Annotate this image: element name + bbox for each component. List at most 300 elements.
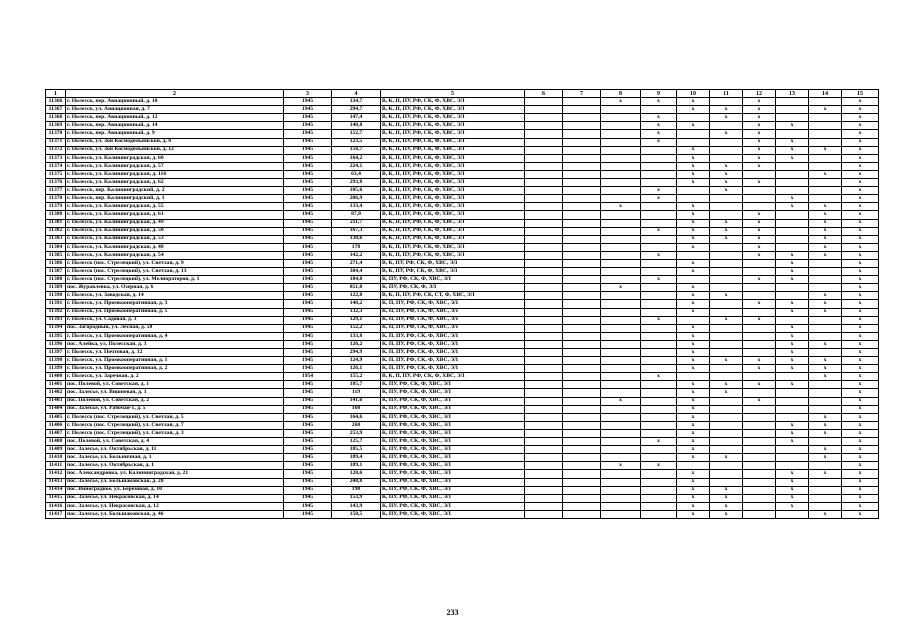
table-cell: пос. Залесье, ул. Большаковская, д. 46 [66, 510, 284, 518]
table-cell: х [776, 259, 809, 267]
column-header: 4 [332, 90, 381, 98]
table-cell: 164,2 [332, 154, 381, 162]
table-cell: К, ПУ, РФ, СК, Ф, ХВС, ЭЛ [381, 438, 525, 446]
table-cell: х [641, 130, 677, 138]
table-cell [525, 405, 563, 413]
table-cell: 142,2 [332, 251, 381, 259]
table-cell: В, К, П, ПУ, РФ, СК, Ф, ХВС, ЭЛ [381, 203, 525, 211]
table-row [46, 405, 879, 413]
table-cell: х [677, 510, 710, 518]
table-cell [525, 462, 563, 470]
table-cell: пос. Алейка, ул. Полесская, д. 3 [66, 340, 284, 348]
table-cell [525, 162, 563, 170]
table-cell [743, 478, 776, 486]
table-cell: В, К, П, ПУ, РФ, СК, Ф, ХВС, ЭЛ [381, 154, 525, 162]
table-cell [601, 389, 641, 397]
table-cell [563, 203, 601, 211]
table-cell [525, 510, 563, 518]
column-header: 8 [601, 90, 641, 98]
table-cell: 11397 [46, 349, 66, 357]
table-cell [563, 373, 601, 381]
table-cell: х [842, 438, 879, 446]
table-cell: х [776, 470, 809, 478]
table-cell [601, 510, 641, 518]
table-cell: пос. Полевой, ул. Советская, д. 1 [66, 381, 284, 389]
table-cell [641, 219, 677, 227]
table-cell [743, 446, 776, 454]
table-cell: х [842, 227, 879, 235]
table-cell: 1945 [284, 510, 332, 518]
table-cell: х [842, 332, 879, 340]
table-cell [563, 98, 601, 106]
table-cell: х [809, 357, 842, 365]
table-cell: х [710, 357, 743, 365]
table-cell [601, 470, 641, 478]
table-cell: 153,9 [332, 494, 381, 502]
table-cell [601, 373, 641, 381]
table-cell [677, 276, 710, 284]
table-cell: 1945 [284, 438, 332, 446]
table-cell [601, 478, 641, 486]
table-cell: г. Полесск, ул. Калининградская, д. 116 [66, 170, 284, 178]
table-cell [743, 259, 776, 267]
table-cell: К, П, ПУ, РФ, СК, Ф, ХВС, ЭЛ [381, 332, 525, 340]
table-cell: х [677, 170, 710, 178]
table-cell: х [743, 154, 776, 162]
table-cell [641, 292, 677, 300]
table-cell: пос. Залесье, ул. Октябрьская, д. 11 [66, 446, 284, 454]
table-cell [563, 357, 601, 365]
table-cell: х [743, 243, 776, 251]
table-cell: г. Полесск, ул. Промкооперативная, д. 2 [66, 365, 284, 373]
table-cell: 294,7 [332, 106, 381, 114]
table-cell: х [776, 146, 809, 154]
table-cell [563, 195, 601, 203]
table-cell: 185,5 [332, 446, 381, 454]
table-cell: 1954 [284, 373, 332, 381]
table-cell [809, 381, 842, 389]
table-cell [525, 146, 563, 154]
table-cell: 1945 [284, 251, 332, 259]
table-cell: В, К, П, ПУ, РФ, СК, Ф, ХВС, ЭЛ [381, 195, 525, 203]
table-row [46, 235, 879, 243]
table-row [46, 227, 879, 235]
table-cell [563, 219, 601, 227]
table-row [46, 203, 879, 211]
table-cell: 11373 [46, 154, 66, 162]
table-cell: 11380 [46, 211, 66, 219]
table-cell [525, 429, 563, 437]
table-cell: К, ПУ, РФ, СК, Ф, ХВС, ЭЛ [381, 502, 525, 510]
table-cell: х [710, 494, 743, 502]
table-cell: 211,7 [332, 219, 381, 227]
table-cell: х [677, 308, 710, 316]
table-cell: 1945 [284, 324, 332, 332]
table-cell [525, 211, 563, 219]
table-cell: В, К, П, ПУ, РФ, СК, Ф, ХВС, ЭЛ [381, 179, 525, 187]
table-cell: х [641, 98, 677, 106]
table-cell: 11382 [46, 227, 66, 235]
table-cell: х [809, 170, 842, 178]
column-header: 3 [284, 90, 332, 98]
table-cell: 1945 [284, 284, 332, 292]
table-cell: х [677, 389, 710, 397]
table-cell [641, 486, 677, 494]
table-cell: В, К, П, ПУ, РФ, СК, Ф, ХВС, ЭЛ [381, 114, 525, 122]
table-cell: 11386 [46, 259, 66, 267]
table-row [46, 421, 879, 429]
table-cell [743, 349, 776, 357]
table-cell [525, 179, 563, 187]
column-header: 6 [525, 90, 563, 98]
table-cell [601, 154, 641, 162]
table-cell: х [677, 438, 710, 446]
table-cell [563, 429, 601, 437]
table-cell: пос. Полевой, ул. Советская, д. 2 [66, 397, 284, 405]
table-row [46, 454, 879, 462]
table-cell [809, 486, 842, 494]
table-cell: 224,1 [332, 162, 381, 170]
table-cell [710, 397, 743, 405]
table-cell [601, 114, 641, 122]
table-cell [677, 130, 710, 138]
table-cell: 1945 [284, 397, 332, 405]
table-cell: х [743, 235, 776, 243]
table-cell: К, ПУ, РФ, СК, Ф, ХВС, ЭЛ [381, 421, 525, 429]
table-cell: К, ПУ, РФ, СК, Ф, ХВС, ЭЛ [381, 454, 525, 462]
table-cell [563, 316, 601, 324]
table-cell: х [743, 138, 776, 146]
table-cell: х [809, 470, 842, 478]
table-cell [710, 413, 743, 421]
column-header: 12 [743, 90, 776, 98]
table-cell: х [677, 502, 710, 510]
table-cell [677, 187, 710, 195]
table-cell: г. Полесск, ул. Садовая, д. 3 [66, 316, 284, 324]
table-cell: 1945 [284, 349, 332, 357]
table-cell [601, 413, 641, 421]
table-cell: х [677, 494, 710, 502]
table-cell: 152,2 [332, 324, 381, 332]
table-cell: К, ПУ, РФ, СК, Ф, ХВС, ЭЛ [381, 413, 525, 421]
table-cell: х [710, 227, 743, 235]
table-cell [525, 332, 563, 340]
table-cell: х [842, 510, 879, 518]
table-cell [563, 138, 601, 146]
table-cell [809, 179, 842, 187]
table-cell [525, 138, 563, 146]
table-cell [563, 389, 601, 397]
table-cell [525, 195, 563, 203]
table-cell [525, 421, 563, 429]
table-cell [525, 114, 563, 122]
table-cell: пос. Загородный, ул. Лесная, д. 58 [66, 324, 284, 332]
table-cell: х [842, 235, 879, 243]
table-row [46, 114, 879, 122]
table-cell: х [710, 316, 743, 324]
table-row [46, 251, 879, 259]
table-cell: пос. Журавлевка, ул. Озерная, д. 6 [66, 284, 284, 292]
table-cell [710, 438, 743, 446]
table-cell: х [842, 462, 879, 470]
table-cell [641, 446, 677, 454]
table-row [46, 292, 879, 300]
table-cell: х [809, 510, 842, 518]
table-cell: х [776, 494, 809, 502]
table-cell [525, 154, 563, 162]
table-cell [776, 130, 809, 138]
table-cell [563, 122, 601, 130]
table-cell: х [842, 365, 879, 373]
table-cell [641, 381, 677, 389]
table-cell: 851,8 [332, 284, 381, 292]
table-cell [563, 130, 601, 138]
table-cell: х [842, 146, 879, 154]
table-cell: х [776, 340, 809, 348]
table-cell: 11408 [46, 438, 66, 446]
table-cell: 11385 [46, 251, 66, 259]
table-cell: х [776, 122, 809, 130]
table-cell: х [842, 187, 879, 195]
table-cell: г. Полесск (пос. Стрелецкий), ул. Светлая, д. 9 [66, 259, 284, 267]
table-cell: х [809, 446, 842, 454]
table-cell [710, 365, 743, 373]
table-cell [743, 187, 776, 195]
table-cell [525, 98, 563, 106]
table-cell: х [842, 292, 879, 300]
table-cell: 1945 [284, 106, 332, 114]
table-cell: 1945 [284, 227, 332, 235]
table-cell: х [677, 470, 710, 478]
table-row [46, 106, 879, 114]
table-cell: 11416 [46, 502, 66, 510]
table-cell: х [776, 308, 809, 316]
table-cell: 11410 [46, 454, 66, 462]
table-cell [563, 276, 601, 284]
table-cell: 11407 [46, 429, 66, 437]
table-cell: пос. Залесье, ул. Некрасовская, д. 12 [66, 502, 284, 510]
table-cell: х [743, 276, 776, 284]
table-cell: х [776, 429, 809, 437]
table-cell: г. Полесск, ул. Почтовая, д. 12 [66, 349, 284, 357]
table-cell: х [842, 162, 879, 170]
table-cell [743, 332, 776, 340]
table-cell: пос. Залесье, ул. Октябрьская, д. 1 [66, 462, 284, 470]
table-cell [601, 438, 641, 446]
table-cell: х [677, 98, 710, 106]
table-cell [743, 462, 776, 470]
table-cell: х [677, 349, 710, 357]
table-cell: х [743, 146, 776, 154]
table-cell: 1945 [284, 502, 332, 510]
column-header: 14 [809, 90, 842, 98]
table-cell [743, 502, 776, 510]
table-cell [525, 130, 563, 138]
table-cell [601, 365, 641, 373]
table-cell [601, 429, 641, 437]
table-cell: 1945 [284, 308, 332, 316]
table-row [46, 429, 879, 437]
table-cell: 384,4 [332, 268, 381, 276]
table-cell [776, 292, 809, 300]
table-cell [525, 397, 563, 405]
table-cell: г. Полесск (пос. Стрелецкий), ул. Светлая, д. 13 [66, 268, 284, 276]
table-cell: 11403 [46, 397, 66, 405]
table-cell: 1945 [284, 405, 332, 413]
table-cell: х [677, 227, 710, 235]
table-cell: 1945 [284, 276, 332, 284]
table-cell: х [743, 397, 776, 405]
table-cell [563, 397, 601, 405]
table-cell: х [776, 421, 809, 429]
table-cell: х [842, 421, 879, 429]
table-cell: х [743, 130, 776, 138]
table-cell [525, 470, 563, 478]
table-cell: х [677, 357, 710, 365]
table-cell [563, 332, 601, 340]
column-header: 10 [677, 90, 710, 98]
table-cell: К, П, ПУ, РФ, СК, Ф, ХВС, ЭЛ [381, 349, 525, 357]
table-cell [677, 195, 710, 203]
table-cell: х [842, 486, 879, 494]
table-cell: х [842, 308, 879, 316]
table-cell [776, 227, 809, 235]
table-cell [641, 478, 677, 486]
table-cell: х [842, 284, 879, 292]
table-cell: х [677, 486, 710, 494]
table-cell [641, 397, 677, 405]
table-cell [525, 292, 563, 300]
table-cell: 11394 [46, 324, 66, 332]
table-row [46, 470, 879, 478]
table-cell: х [776, 300, 809, 308]
table-cell: 164,6 [332, 413, 381, 421]
table-cell [776, 243, 809, 251]
table-cell: х [743, 162, 776, 170]
table-cell: х [641, 227, 677, 235]
table-cell: х [601, 284, 641, 292]
table-cell [601, 300, 641, 308]
table-cell [525, 308, 563, 316]
table-cell: х [677, 179, 710, 187]
table-cell [563, 446, 601, 454]
table-cell: г. Полесск, пер. Авиационный, д. 10 [66, 98, 284, 106]
table-cell [776, 187, 809, 195]
table-cell [601, 122, 641, 130]
table-cell: х [809, 421, 842, 429]
table-row [46, 98, 879, 106]
table-cell: 11366 [46, 98, 66, 106]
table-cell [641, 211, 677, 219]
table-cell [710, 478, 743, 486]
table-cell: 11391 [46, 300, 66, 308]
table-cell: пос. Виноградное, ул. Березовая, д. 10 [66, 486, 284, 494]
table-cell: В, К, П, ПУ, РФ, СК, Ф, ХВС, ЭЛ [381, 98, 525, 106]
table-cell [563, 413, 601, 421]
table-cell: К, ПУ, РФ, СК, Ф, ХВС, ЭЛ [381, 397, 525, 405]
column-header: 5 [381, 90, 525, 98]
table-cell: х [809, 219, 842, 227]
table-row [46, 243, 879, 251]
table-cell: 1945 [284, 170, 332, 178]
table-cell: х [776, 276, 809, 284]
table-cell: 11372 [46, 146, 66, 154]
table-cell: 11411 [46, 462, 66, 470]
table-cell: х [776, 357, 809, 365]
table-cell: 11417 [46, 510, 66, 518]
table-cell [743, 486, 776, 494]
table-cell [525, 381, 563, 389]
table-cell: 11415 [46, 494, 66, 502]
table-cell: х [710, 486, 743, 494]
table-cell: 1945 [284, 365, 332, 373]
table-cell: 168 [332, 405, 381, 413]
table-cell: х [809, 203, 842, 211]
table-cell [743, 389, 776, 397]
table-cell: х [641, 122, 677, 130]
table-cell: х [842, 154, 879, 162]
table-row [46, 413, 879, 421]
table-cell: 11401 [46, 381, 66, 389]
table-cell [601, 446, 641, 454]
table-row [46, 308, 879, 316]
table-cell: х [842, 170, 879, 178]
table-cell [525, 324, 563, 332]
table-cell: 11412 [46, 470, 66, 478]
table-cell: 128,6 [332, 470, 381, 478]
table-cell: х [776, 138, 809, 146]
table-cell [563, 162, 601, 170]
table-cell [525, 268, 563, 276]
table-cell: х [842, 397, 879, 405]
table-cell: х [743, 114, 776, 122]
table-cell: х [842, 478, 879, 486]
table-cell [601, 259, 641, 267]
column-header: 9 [641, 90, 677, 98]
table-cell [776, 219, 809, 227]
table-cell: х [842, 494, 879, 502]
table-cell: 11413 [46, 478, 66, 486]
table-cell [776, 179, 809, 187]
table-cell: г. Полесск, ул. Калининградская, д. 54 [66, 251, 284, 259]
table-cell: х [677, 243, 710, 251]
table-cell: 189,1 [332, 462, 381, 470]
table-cell: г. Полесск (пос. Стрелецкий), ул. Мелиораторов, д. 1 [66, 276, 284, 284]
table-cell [525, 243, 563, 251]
table-cell: 11405 [46, 413, 66, 421]
table-cell [563, 284, 601, 292]
table-cell: х [677, 405, 710, 413]
table-cell [563, 405, 601, 413]
table-cell [641, 146, 677, 154]
table-cell: х [677, 324, 710, 332]
table-cell: х [743, 251, 776, 259]
table-cell [743, 340, 776, 348]
table-cell: х [677, 300, 710, 308]
table-cell [563, 486, 601, 494]
table-cell [601, 381, 641, 389]
table-cell [563, 438, 601, 446]
table-row [46, 389, 879, 397]
table-cell: х [677, 154, 710, 162]
table-cell: 293,8 [332, 179, 381, 187]
table-cell [525, 373, 563, 381]
table-cell: х [842, 130, 879, 138]
table-cell [677, 251, 710, 259]
table-cell: 11392 [46, 308, 66, 316]
table-cell: В, К, П, ПУ, РФ, СК, Ф, ХВС, ЭЛ [381, 251, 525, 259]
table-cell: х [743, 300, 776, 308]
